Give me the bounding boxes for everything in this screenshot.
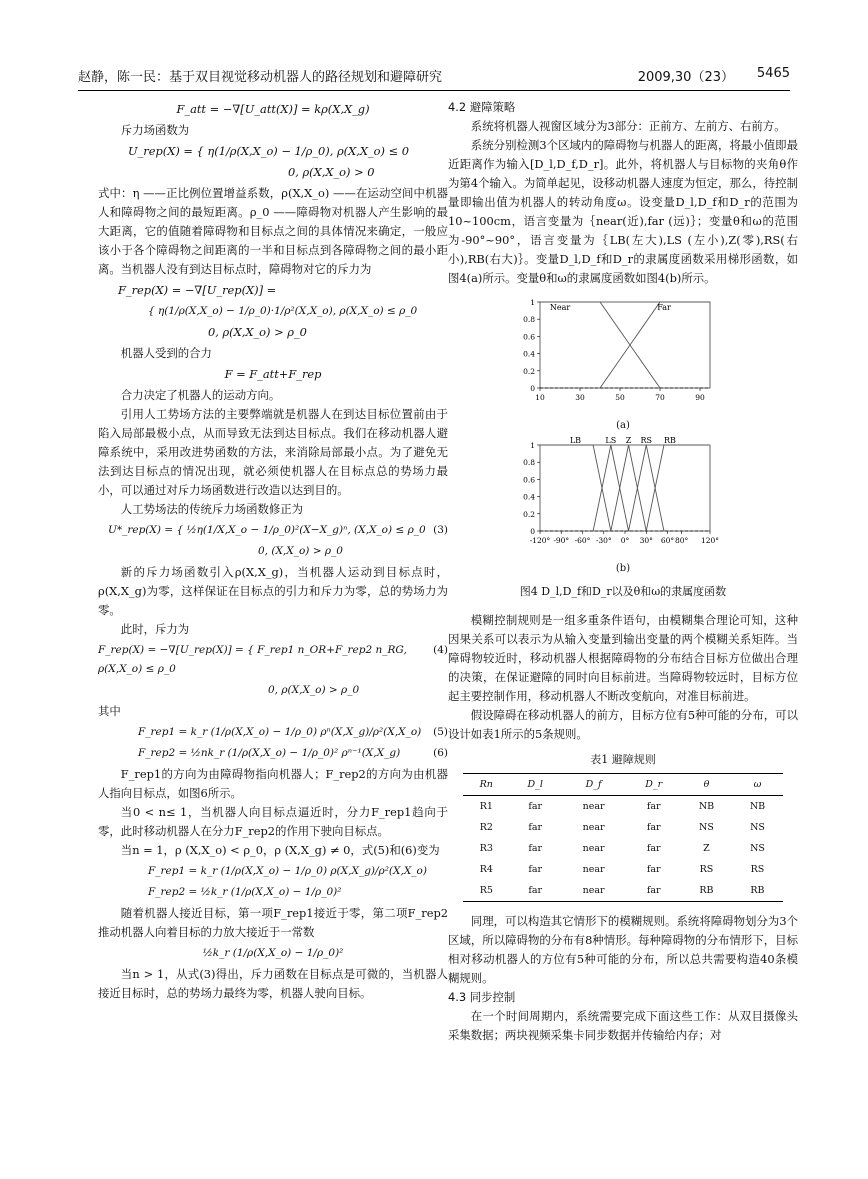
table-cell: R3 (479, 843, 493, 854)
paragraph: 人工势场法的传统斥力场函数修正为 (120, 502, 304, 516)
table-cell: far (646, 801, 661, 812)
equation-number: (3) (433, 524, 448, 536)
paragraph: 模糊控制规则是一组多重条件语句，由模糊集合理论可知，这种因果关系可以表示为从输入变量到输出变量的两个模糊关系矩阵。当障碍物较近时，移动机器人根据障碍物的分布结合目标方位做出合理的决策，在保证避障的同时向目标前进。当障碍物较远时，目标方位起主要控制作用，移动机器人不断改变航向，对准目标前进。 (448, 613, 798, 703)
equation-f-rep: F_rep(X) = −∇[U_rep(X)] = (118, 283, 277, 297)
paragraph: 其中 (98, 704, 121, 718)
table-cell: RB (681, 880, 732, 902)
equation-3-case2: 0, (X,X_o) > ρ_0 (258, 545, 343, 557)
series-line-near (540, 302, 660, 388)
table-row (463, 880, 783, 902)
table-cell: far (626, 880, 681, 902)
paragraph: 系统将机器人视窗区域分为3部分：正前方、左前方、右前方。 (470, 119, 786, 133)
y-tick-label: 1 (530, 441, 535, 450)
series-label: RB (664, 436, 676, 445)
equation-7: F_rep1 = k_r (1/ρ(X,X_o) − 1/ρ_0) ρ(X,X_g)/ρ²(X,X_o) (148, 865, 427, 877)
x-tick-label: 30° (639, 536, 653, 545)
table-cell: RB (732, 880, 783, 902)
table-row (463, 796, 783, 818)
left-column (98, 98, 448, 1003)
series-label: Far (657, 303, 671, 312)
paragraph: 当n > 1，从式(3)得出，斥力函数在目标点是可微的，当机器人接近目标时，总的势场力最终为零，机器人驶向目标。 (98, 967, 448, 1000)
plot-frame (540, 445, 710, 531)
header-page-number: 5465 (756, 66, 790, 81)
table-cell: far (528, 801, 543, 812)
table-cell: NB (749, 801, 766, 812)
x-tick-label: -90° (553, 536, 570, 545)
series-line-rb (646, 445, 710, 531)
table-header-cell: D_r (626, 774, 681, 796)
table-cell: far (528, 843, 543, 854)
paragraph: 在一个时间周期内，系统需要完成下面这些工作：从双目摄像头采集数据；两块视频采集卡同步数据并传输给内存；对 (448, 1009, 798, 1042)
x-tick-label: 50 (615, 393, 625, 402)
table-cell: NB (698, 801, 715, 812)
y-tick-label: 0.8 (523, 458, 535, 468)
section-heading-4-2: 4.2 避障策略 (448, 100, 516, 114)
paragraph: 机器人受到的合力 (120, 346, 212, 360)
plot-frame (540, 302, 710, 388)
series-label: LS (605, 436, 617, 445)
y-tick-label: 0.6 (523, 332, 535, 342)
x-tick-label: 90 (695, 393, 705, 402)
series-line-rs (629, 445, 664, 531)
table-header-cell: D_l (510, 774, 561, 796)
paragraph: 斥力场函数为 (120, 123, 190, 137)
equation-5-line: F_rep1 = k_r (1/ρ(X,X_o) − 1/ρ_0) ρⁿ(X,X_g)/ρ²(X,X_o) (138, 726, 422, 738)
series-line-ls (593, 445, 628, 531)
series-label: Near (549, 303, 571, 312)
table-header-cell: ω (732, 774, 783, 796)
rules-table (463, 773, 783, 902)
paragraph: 新的斥力场函数引入ρ(X,X_g)，当机器人运动到目标点时，ρ(X,X_g)为零，这样保证在目标点的引力和斥力为零，总的势场力为零。 (98, 565, 448, 617)
table-cell: far (528, 822, 543, 833)
equation-3 (98, 521, 448, 540)
table-cell: near (561, 880, 627, 902)
table-cell: near (582, 801, 605, 812)
table-header-row (463, 774, 783, 796)
series-line-lb (540, 445, 611, 531)
equation-number: (5) (433, 726, 448, 738)
table-cell: far (646, 843, 661, 854)
equation-3-line: U*_rep(X) = { ½η(1/X,X_o − 1/ρ_0)²(X−X_g)ⁿ, (X,X_o) ≤ ρ_0 (108, 524, 426, 536)
table-row (463, 859, 783, 880)
equation-number: (4) (433, 644, 448, 656)
table-cell: R1 (479, 801, 493, 812)
x-tick-label: 10 (535, 393, 545, 402)
table-header-cell: Rn (463, 774, 510, 796)
table-header-cell: D_f (561, 774, 627, 796)
table-cell: Z (703, 843, 710, 854)
table-cell: near (582, 864, 605, 875)
running-header (78, 66, 790, 88)
table-caption: 表1 避障规则 (590, 753, 656, 766)
x-tick-label: 80° (675, 536, 689, 545)
x-tick-label: 0° (620, 536, 630, 545)
header-title: 赵静，陈一民：基于双目视觉移动机器人的路径规划和避障研究 (78, 70, 443, 85)
table-cell: far (528, 864, 543, 875)
paragraph: 引用人工势场方法的主要弊端就是机器人在到达目标位置前由于陷入局部最极小点，从而导致无法到达目标点。我们在移动机器人避障系统中，采用改进势函数的方法，来消除局部最小点。为了避免无法到达目标点的情况出现，就必须使机器人在目标点总的势场力最小，可以通过对斥力场函数进行改造以达到目的。 (98, 407, 448, 497)
series-label: RS (640, 436, 653, 445)
x-tick-label: -30° (595, 536, 612, 545)
paragraph: 假设障碍在移动机器人的前方，目标方位有5种可能的分布，可以设计如表1所示的5条规则。 (448, 708, 798, 741)
equation-f-rep-case2: 0, ρ(X,X_o) > ρ_0 (208, 325, 307, 339)
table-cell: RS (750, 864, 765, 875)
equation-f-att: F_att = −∇[U_att(X)] = kρ(X,X_g) (176, 102, 370, 116)
chart-b-caption: (b) (615, 563, 631, 574)
header-issue: 2009,30（23） (637, 70, 734, 85)
right-column (448, 98, 798, 1045)
equation-9: ½k_r (1/ρ(X,X_o) − 1/ρ_0)² (202, 947, 344, 959)
y-tick-label: 0.2 (523, 366, 535, 376)
series-line-far (600, 302, 710, 388)
x-tick-label: 60° (660, 536, 675, 545)
table-cell: NS (699, 822, 714, 833)
table-cell: R2 (479, 822, 493, 833)
equation-6-line: F_rep2 = ½nk_r (1/ρ(X,X_o) − 1/ρ_0)² ρⁿ⁻¹(X,X_g) (138, 747, 401, 759)
table-row (463, 817, 783, 838)
paragraph: 当n = 1，ρ (X,X_o) < ρ_0，ρ (X,X_g) ≠ 0，式(5)和(6)变为 (120, 843, 440, 857)
x-tick-label: -60° (574, 536, 591, 545)
y-tick-label: 0.8 (523, 315, 535, 325)
equation-u-rep-case2: 0, ρ(X,X_o) > 0 (288, 165, 375, 179)
chart-a (448, 292, 798, 410)
equation-6 (98, 744, 448, 763)
y-tick-label: 0 (530, 527, 535, 536)
y-tick-label: 0.4 (523, 349, 535, 359)
x-tick-label: -120° (529, 536, 551, 545)
table-cell: R4 (479, 864, 493, 875)
equation-8: F_rep2 = ½k_r (1/ρ(X,X_o) − 1/ρ_0)² (148, 886, 342, 898)
equation-4-line: F_rep(X) = −∇[U_rep(X)] = { F_rep1 n_OR+F_rep2 n_RG, ρ(X,X_o) ≤ ρ_0 (98, 644, 407, 675)
paragraph: 式中：η ——正比例位置增益系数，ρ(X,X_o) ——在运动空间中机器人和障碍物之间的最短距离。ρ_0 ——障碍物对机器人产生影响的最大距离，它的值随着障碍物和目标点之间的具体情况来确定，一般应该小于各个障碍物之间距离的一半和目标点到各障碍物之间的最小距离。当机器人没有到达目标点时，障碍物对它的斥力为 (98, 186, 448, 276)
x-tick-label: 70 (655, 393, 665, 402)
table-cell: near (582, 822, 605, 833)
y-tick-label: 0.4 (523, 492, 535, 502)
table-cell: NS (750, 843, 765, 854)
paragraph: 系统分别检测3个区域内的障碍物与机器人的距离，将最小值即最近距离作为输入[D_l,D_f,D_r]。此外，将机器人与目标物的夹角θ作为第4个输入。为简单起见，设移动机器人速度为恒定，那么，待控制量即输出值为机器人的转动角度ω。设变量D_l,D_f和D_r的范围为10~100cm，语言变量为｛near(近),far (远)｝；变量θ和ω的范围为-90°~90°，语言变量为｛LB(左大),LS (左小),Z(零),RS(右小),RB(右大)｝。变量D_l,D_f和D_r的隶属度函数采用梯形函数，如图4(a)所示。变量θ和ω的隶属度函数如图4(b)所示。 (448, 138, 798, 285)
table-cell: R5 (463, 880, 510, 902)
paragraph: 同理，可以构造其它情形下的模糊规则。系统将障碍物划分为3个区域，所以障碍物的分布有8种情形。每种障碍物的分布情形下，目标相对移动机器人的方位有5种可能的分布，所以总共需要构造40条模糊规则。 (448, 914, 798, 985)
paragraph: 合力决定了机器人的运动方向。 (120, 388, 281, 402)
figure-4 (448, 292, 798, 601)
paragraph: 当0 < n≤ 1，当机器人向目标点逼近时，分力F_rep1趋向于零，此时移动机器人在分力F_rep2的作用下驶向目标点。 (98, 805, 448, 838)
table-header-cell: θ (681, 774, 732, 796)
table-cell: far (646, 822, 661, 833)
equation-4 (98, 641, 448, 679)
paragraph: F_rep1的方向为由障碍物指向机器人；F_rep2的方向为由机器人指向目标点，如图6所示。 (98, 767, 448, 800)
x-tick-label: 120° (700, 536, 720, 545)
equation-f-rep-case1: { η(1/ρ(X,X_o) − 1/ρ_0)·1/ρ²(X,X_o), ρ(X,X_o) ≤ ρ_0 (148, 305, 418, 317)
chart-b (448, 435, 798, 553)
section-heading-4-3: 4.3 同步控制 (448, 990, 516, 1004)
table-cell: far (510, 880, 561, 902)
equation-u-rep: U_rep(X) = { η(1/ρ(X,X_o) − 1/ρ_0), ρ(X,X_o) ≤ 0 (128, 144, 409, 158)
series-label: LB (569, 436, 582, 445)
equation-5 (98, 723, 448, 742)
table-cell: RS (699, 864, 714, 875)
y-tick-label: 0.6 (523, 475, 535, 485)
y-tick-label: 0.2 (523, 509, 535, 519)
table-cell: near (582, 843, 605, 854)
figure-caption: 图4 D_l,D_f和D_r以及θ和ω的隶属度函数 (519, 585, 727, 598)
paragraph: 随着机器人接近目标，第一项F_rep1接近于零，第二项F_rep2推动机器人向着目标的力放大接近于一常数 (98, 906, 448, 939)
x-tick-label: 30 (575, 393, 585, 402)
chart-a-caption: (a) (616, 420, 630, 431)
y-tick-label: 1 (530, 298, 535, 307)
y-tick-label: 0 (530, 384, 535, 393)
equation-number: (6) (433, 747, 448, 759)
table-row (463, 838, 783, 859)
equation-f-total: F = F_att+F_rep (224, 367, 322, 381)
equation-4-case2: 0, ρ(X,X_o) > ρ_0 (268, 684, 360, 696)
series-label: Z (625, 436, 632, 445)
paragraph: 此时，斥力为 (120, 622, 190, 636)
header-rule (78, 90, 790, 91)
table-body (463, 796, 783, 902)
table-cell: NS (750, 822, 765, 833)
series-line-z (611, 445, 646, 531)
table-cell: far (646, 864, 661, 875)
